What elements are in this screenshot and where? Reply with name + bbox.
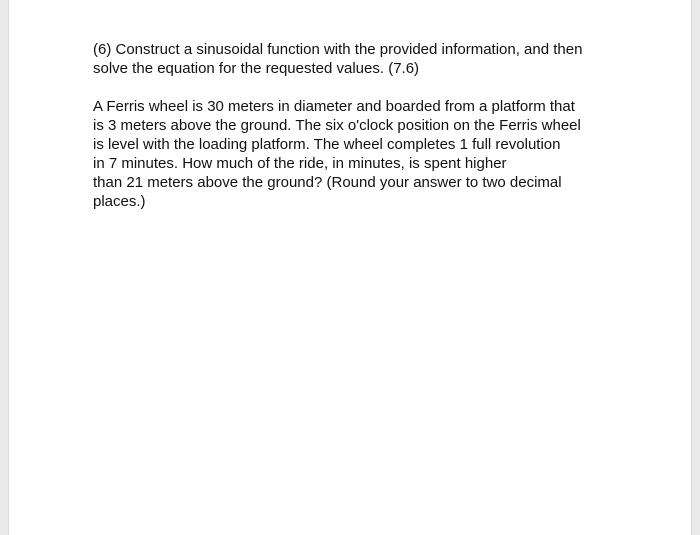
body-line: in 7 minutes. How much of the ride, in minutes, is spent higher: [93, 155, 507, 172]
document-page: [8, 0, 692, 535]
body-line: than 21 meters above the ground? (Round your answer to two decimal: [93, 174, 562, 191]
intro-line: (6) Construct a sinusoidal function with the provided information, and then: [93, 41, 583, 58]
body-line: places.): [93, 193, 146, 210]
body-line: A Ferris wheel is 30 meters in diameter and boarded from a platform that: [93, 98, 575, 115]
body-line: is level with the loading platform. The wheel completes 1 full revolution: [93, 136, 561, 153]
question-body: [93, 97, 623, 211]
question-content: [93, 40, 623, 211]
question-intro: [93, 40, 623, 78]
body-line: is 3 meters above the ground. The six o'clock position on the Ferris wheel: [93, 117, 581, 134]
intro-line: solve the equation for the requested values. (7.6): [93, 60, 420, 77]
